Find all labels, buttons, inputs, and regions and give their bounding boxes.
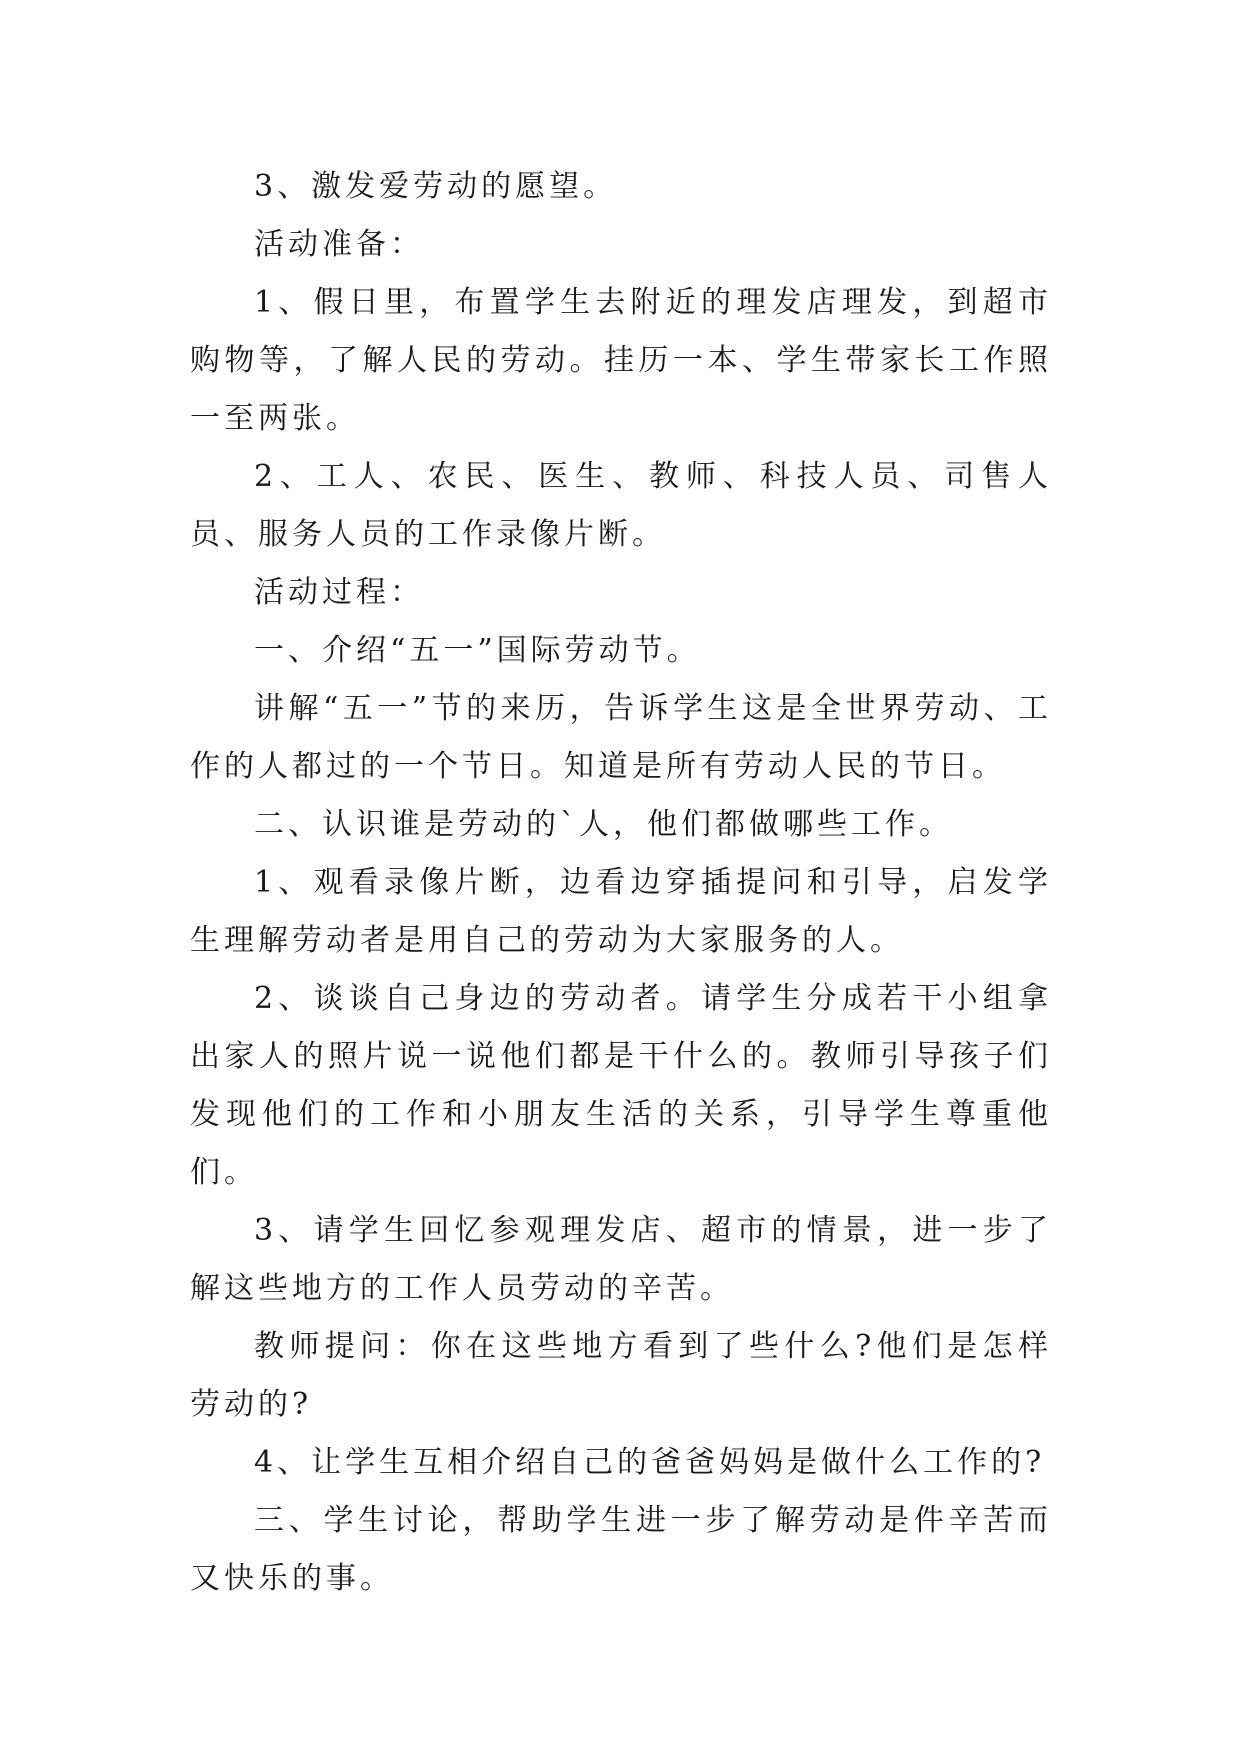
- section-heading-1: 一、介绍“五一”国际劳动节。: [254, 633, 701, 668]
- paragraph-step-3: 3、请学生回忆参观理发店、超市的情景，进一步了解这些地方的工作人员劳动的辛苦。: [190, 1213, 1052, 1306]
- heading-activity-preparation: 活动准备：: [254, 227, 424, 262]
- section-heading-2: 二、认识谁是劳动的`人，他们都做哪些工作。: [254, 807, 953, 842]
- paragraph-step-2: 2、谈谈自己身边的劳动者。请学生分成若干小组拿出家人的照片说一说他们都是干什么的。教师引导孩子们发现他们的工作和小朋友生活的关系，引导学生尊重他们。: [190, 981, 1052, 1190]
- paragraph-step-4: 4、让学生互相介绍自己的爸爸妈妈是做什么工作的?: [254, 1445, 1046, 1480]
- heading-activity-process: 活动过程：: [254, 575, 424, 610]
- paragraph-step-1: 1、观看录像片断，边看边穿插提问和引导，启发学生理解劳动者是用自己的劳动为大家服务的人。: [190, 865, 1052, 958]
- section-heading-3: 三、学生讨论，帮助学生进一步了解劳动是件辛苦而又快乐的事。: [190, 1503, 1052, 1596]
- paragraph-explain-may-day: 讲解“五一”节的来历，告诉学生这是全世界劳动、工作的人都过的一个节日。知道是所有劳动人民的节日。: [190, 691, 1052, 784]
- paragraph-preparation-1: 1、假日里，布置学生去附近的理发店理发，到超市购物等，了解人民的劳动。挂历一本、学生带家长工作照一至两张。: [190, 285, 1052, 436]
- paragraph-teacher-question: 教师提问：你在这些地方看到了些什么?他们是怎样劳动的?: [190, 1329, 1052, 1422]
- document-body: [190, 158, 1052, 1608]
- paragraph-goal-3: 3、激发爱劳动的愿望。: [254, 169, 618, 204]
- paragraph-preparation-2: 2、工人、农民、医生、教师、科技人员、司售人员、服务人员的工作录像片断。: [190, 459, 1052, 552]
